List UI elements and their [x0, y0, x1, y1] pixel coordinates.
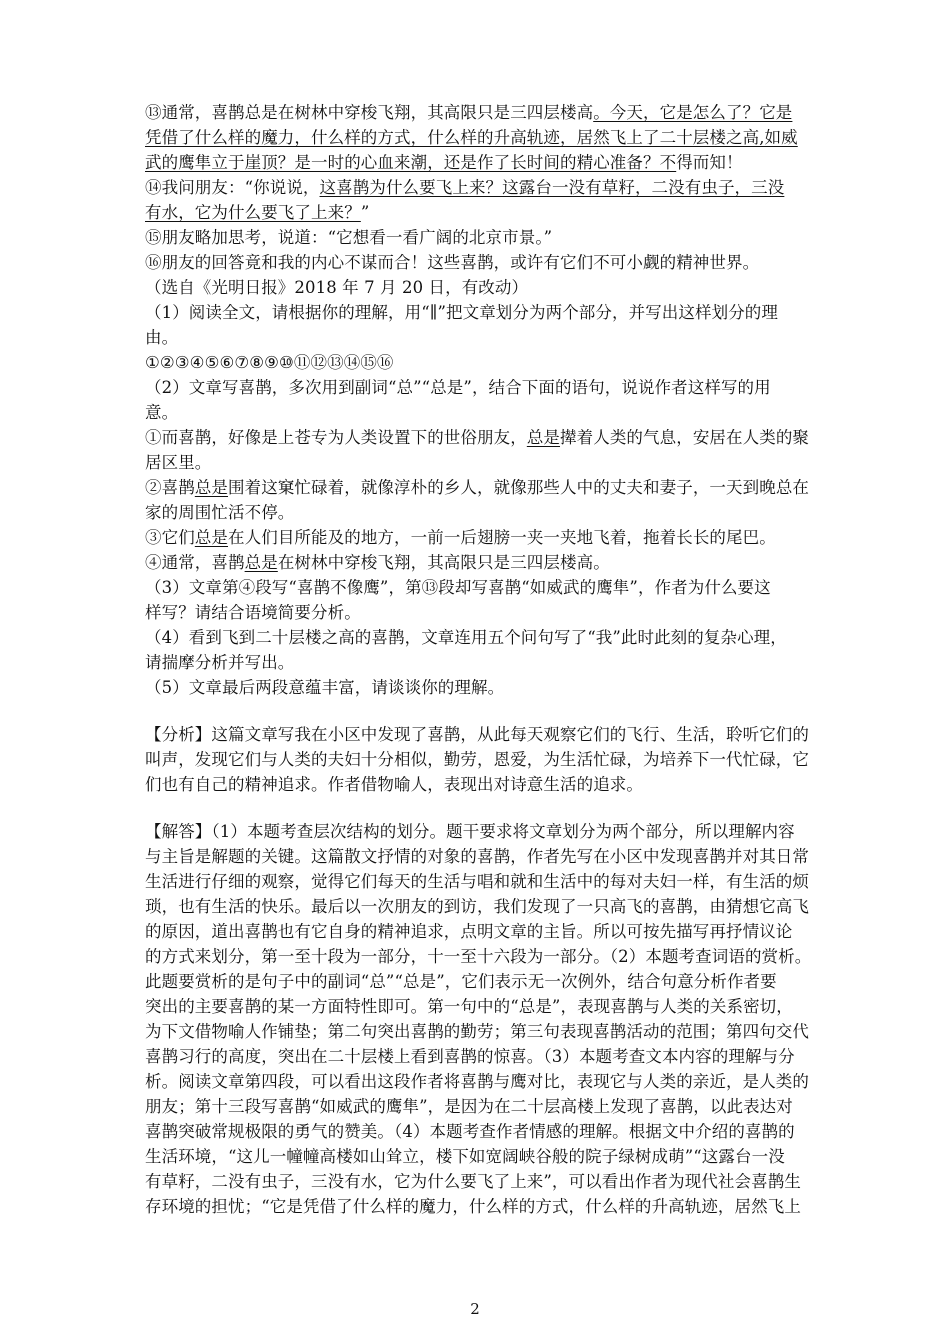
passage-paragraph-15: ⑮朋友略加思考，说道：“它想看一看广阔的北京市景。”	[145, 228, 553, 247]
answer-line-10: 喜鹊习行的高度，突出在二十层楼上看到喜鹊的惊喜。（3）本题考查文本内容的理解与分	[145, 1047, 795, 1066]
answer-line-6: 的方式来划分，第一至十段为一部分，十一至十六段为一部分。（2）本题考查词语的赏析。	[145, 947, 812, 966]
question-4-line-2: 请揣摩分析并写出。	[145, 653, 295, 672]
question-1-paragraph-markers: ①②③④⑤⑥⑦⑧⑨⑩⑪⑫⑬⑭⑮⑯	[145, 353, 394, 372]
text-span: ”	[360, 203, 370, 222]
question-3-line-2: 样写？请结合语境简要分析。	[145, 603, 361, 622]
question-5: （5）文章最后两段意蕴丰富，请谈谈你的理解。	[145, 678, 505, 697]
text-span: ⑬通常，喜鹊总是在树林中穿梭飞翔，其高限只是三四层楼高	[145, 103, 594, 122]
underlined-text: 有水，它为什么要飞了上来？	[145, 203, 361, 222]
question-2-line-2: 意。	[145, 403, 179, 422]
answer-line-1: 【解答】（1）本题考查层次结构的划分。题干要求将文章划分为两个部分，所以理解内容	[145, 822, 795, 841]
analysis-line-3: 们也有自己的精神追求。作者借物喻人，表现出对诗意生活的追求。	[145, 775, 643, 794]
text-span: ⑭我问朋友：“你说说，	[145, 178, 320, 197]
underlined-text: 武的鹰隼立于崖顶？是一时的心血来潮，还是作了长时间的精心准备？不	[145, 153, 677, 172]
passage-paragraph-13-line-1	[145, 101, 815, 125]
answer-line-3: 生活进行仔细的观察，觉得它们每天的生活与唱和就和生活中的每对夫妇一样，有生活的烦	[145, 872, 809, 891]
text-span: 撵着人类的气息，安居在人类的聚	[560, 428, 810, 447]
answer-line-4: 琐，也有生活的快乐。最后以一次朋友的到访，我们发现了一只高飞的喜鹊，由猜想它高飞	[145, 897, 809, 916]
text-span: 围着这窠忙碌着，就像淳朴的乡人，就像那些人中的丈夫和妻子，一天到晚总在	[228, 478, 810, 497]
question-1-line-2: 由。	[145, 328, 179, 347]
passage-paragraph-13-line-3	[145, 151, 815, 175]
answer-line-5: 的原因，道出喜鹊也有它自身的精神追求，点明文章的主旨。所以可按先描写再抒情议论	[145, 922, 793, 941]
sentence-2-line-2: 家的周围忙活不停。	[145, 503, 295, 522]
sentence-1-line-2: 居区里。	[145, 453, 212, 472]
answer-line-2: 与主旨是解题的关键。这篇散文抒情的对象的喜鹊，作者先写在小区中发现喜鹊并对其日常	[145, 847, 809, 866]
analysis-line-1: 【分析】这篇文章写我在小区中发现了喜鹊，从此每天观察它们的飞行、生活，聆听它们的	[145, 725, 809, 744]
underlined-text: 这喜鹊为什么要飞上来？这露台一没有草籽，二没有虫子，三没	[319, 178, 785, 197]
sentence-1-line-1	[145, 426, 815, 450]
text-span: 在树林中穿梭飞翔，其高限只是三四层楼高。	[277, 553, 610, 572]
text-span: ①而喜鹊，好像是上苍专为人类设置下的世俗朋友，	[145, 428, 527, 447]
passage-paragraph-14-line-1	[145, 176, 815, 200]
text-span: ③它们	[145, 528, 195, 547]
passage-source: （选自《光明日报》2018 年 7 月 20 日，有改动）	[145, 278, 529, 297]
analysis-line-2: 叫声，发现它们与人类的夫妇十分相似，勤劳，恩爱，为生活忙碌，为培养下一代忙碌，它	[145, 750, 809, 769]
passage-paragraph-14-line-2	[145, 201, 815, 225]
text-span: 得而知！	[676, 153, 743, 172]
sentence-2-line-1	[145, 476, 815, 500]
answer-line-12: 朋友；第十三段写喜鹊“如威武的鹰隼”，是因为在二十层高楼上发现了喜鹊，以此表达对	[145, 1097, 793, 1116]
question-2-line-1: （2）文章写喜鹊，多次用到副词“总”“总是”，结合下面的语句，说说作者这样写的用	[145, 378, 771, 397]
underlined-word: 总是	[194, 478, 229, 497]
sentence-4	[145, 551, 815, 575]
answer-line-14: 生活环境，“这儿一幢幢高楼如山耸立，楼下如宽阔峡谷般的院子绿树成萌”“这露台一没	[145, 1147, 785, 1166]
passage-paragraph-13-line-2: 凭借了什么样的魔力，什么样的方式，什么样的升高轨迹，居然飞上了二十层楼之高,如威	[145, 128, 798, 147]
question-1-line-1: （1）阅读全文，请根据你的理解，用“∥”把文章划分为两个部分，并写出这样划分的理	[145, 303, 778, 322]
underlined-word: 总是	[244, 553, 278, 572]
question-3-line-1: （3）文章第④段写“喜鹊不像鹰”，第⑬段却写喜鹊“如威武的鹰隼”，作者为什么要这	[145, 578, 771, 597]
text-span: ②喜鹊	[145, 478, 195, 497]
text-span: 在人们目所能及的地方，一前一后翅膀一夹一夹地飞着，拖着长长的尾巴。	[228, 528, 776, 547]
answer-line-9: 为下文借物喻人作铺垫；第二句突出喜鹊的勤劳；第三句表现喜鹊活动的范围；第四句交代	[145, 1022, 809, 1041]
underlined-text: 。今天，它是怎么了？它是	[593, 103, 793, 122]
answer-line-11: 析。阅读文章第四段，可以看出这段作者将喜鹊与鹰对比，表现它与人类的亲近，是人类的	[145, 1072, 809, 1091]
answer-line-13: 喜鹊突破常规极限的勇气的赞美。（4）本题考查作者情感的理解。根据文中介绍的喜鹊的	[145, 1122, 795, 1141]
underlined-word: 总是	[194, 528, 229, 547]
text-span: ④通常，喜鹊	[145, 553, 245, 572]
sentence-3	[145, 526, 815, 550]
passage-paragraph-16: ⑯朋友的回答竟和我的内心不谋而合！这些喜鹊，或许有它们不可小觑的精神世界。	[145, 253, 760, 272]
answer-line-8: 突出的主要喜鹊的某一方面特性即可。第一句中的“总是”，表现喜鹊与人类的关系密切，	[145, 997, 793, 1016]
answer-line-7: 此题要赏析的是句子中的副词“总”“总是”，它们表示无一次例外，结合句意分析作者要	[145, 972, 777, 991]
answer-line-15: 有草籽，二没有虫子，三没有水，它为什么要飞了上来”，可以看出作者为现代社会喜鹊生	[145, 1172, 801, 1191]
underlined-word: 总是	[526, 428, 561, 447]
question-4-line-1: （4）看到飞到二十层楼之高的喜鹊，文章连用五个问句写了“我”此时此刻的复杂心理，	[145, 628, 787, 647]
answer-line-16: 存环境的担忧；“它是凭借了什么样的魔力，什么样的方式，什么样的升高轨迹，居然飞上	[145, 1197, 801, 1216]
page-number: 2	[470, 1300, 480, 1318]
